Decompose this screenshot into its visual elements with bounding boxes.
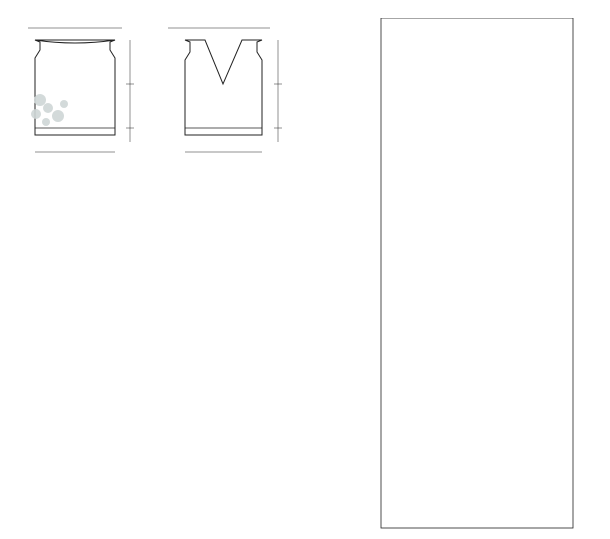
chart-row-numbers: [584, 18, 608, 528]
legend-ru-row: [20, 225, 180, 239]
legend-ru-row: [182, 183, 367, 198]
legend-it-row: [68, 386, 188, 398]
legend-it-row: [36, 399, 206, 411]
legend-it-row: [68, 353, 188, 364]
legend-ru-row: [20, 239, 180, 253]
front-panel-outline: [185, 40, 262, 135]
legend-ru-row: [182, 198, 367, 213]
legend-ru-row: [182, 228, 367, 243]
legend-ru-row: [20, 283, 180, 297]
stitch-chart: [376, 18, 576, 533]
legend-it-row: [178, 375, 368, 386]
legend-ru-row: [20, 253, 180, 267]
legend-it-cables: [36, 399, 206, 435]
legend-ru-row: [20, 183, 180, 197]
legend-it-row: [178, 334, 368, 346]
legend-it-row: [178, 346, 368, 355]
legend-it-row: [36, 423, 206, 435]
flower-decoration: [31, 94, 68, 126]
garment-schemas: [0, 0, 370, 170]
legend-it-row: [178, 355, 368, 366]
legend-ru-row: [182, 213, 367, 228]
back-rib-stripes: [35, 128, 115, 135]
legend-ru-row: [182, 263, 367, 277]
legend-it-notes: [212, 399, 362, 403]
legend-ru-row: [182, 243, 367, 263]
legend-it-right: [178, 322, 368, 397]
legend-ru-row: [20, 267, 180, 283]
legend-it-left: [68, 320, 188, 398]
legend-ru-right: [182, 183, 367, 277]
legend-it-row: [68, 320, 188, 331]
legend-it-row: [36, 411, 206, 423]
legend-it-row: [68, 342, 188, 353]
legend-ru-left: [20, 183, 180, 297]
chart-border: [381, 18, 573, 528]
legend-it-row: [178, 322, 368, 334]
legend-ru-row: [20, 197, 180, 211]
legend-ru-row: [20, 211, 180, 225]
legend-it-row: [68, 331, 188, 342]
legend-it-row: [178, 366, 368, 375]
front-rib-stripes: [185, 128, 262, 135]
legend-it-row: [68, 364, 188, 375]
legend-it-row: [68, 375, 188, 386]
legend-it-row: [178, 386, 368, 397]
